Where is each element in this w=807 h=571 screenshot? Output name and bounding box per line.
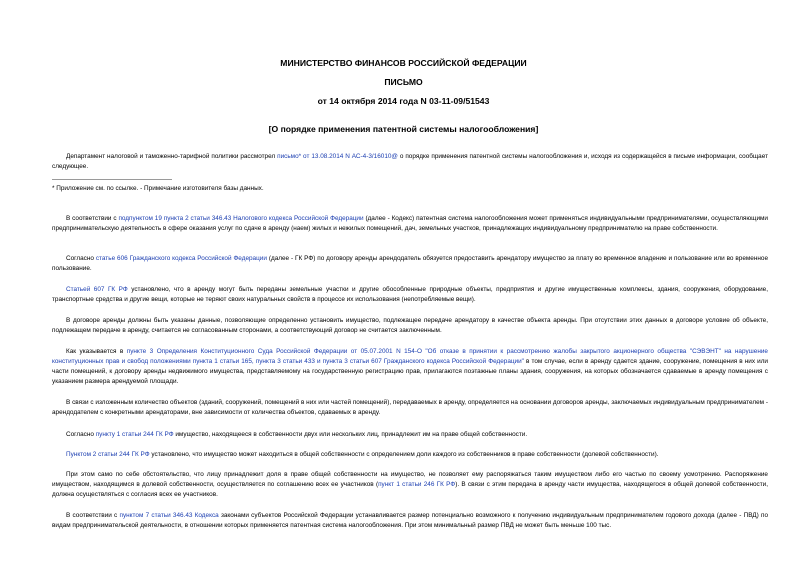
paragraph-text: установлено, что в аренду могут быть переданы земельные участки и другие обособленные природные объекты, предприятия и другие имущественные комплексы, здания, сооружения, оборудование, транспортные средства и другие вещи, которые не теряют своих натуральных свойств в процессе их использования (непотребляемые вещи). <box>52 286 768 303</box>
document-subject: [О порядке применения патентной системы налогообложения] <box>268 124 539 134</box>
civil-code-607-link[interactable]: Статьей 607 ГК РФ <box>66 286 128 293</box>
paragraph-4 <box>52 316 768 336</box>
paragraph-text: в том случае, если в аренду сдается здание, сооружение, помещения в них или части помещений, к договору аренды недвижимого имущества, представляемому на государственную регистрацию прав, прилагаются поэтажные планы здания, сооружения, на которых обозначается сдаваемые в аренду помещения с указанием размера арендуемой площади. <box>52 358 768 385</box>
tax-code-346-43-7-link[interactable]: пунктом 7 статьи 346.43 Кодекса <box>119 512 219 519</box>
paragraph-10 <box>52 511 768 531</box>
footnote-divider <box>52 179 172 180</box>
paragraph-text: Согласно <box>66 431 96 438</box>
paragraph-text: (далее - ГК РФ) по договору аренды арендодатель обязуется предоставить арендатору имущество за плату во временное владение и пользование или во временное пользование. <box>52 255 768 272</box>
paragraph-3 <box>52 285 768 305</box>
footnote: * Приложение см. по ссылке. - Примечание изготовителя базы данных. <box>52 185 264 192</box>
paragraph-9 <box>52 470 768 500</box>
paragraph-text: В соответствии с <box>66 215 119 222</box>
paragraph-text: законами субъектов Российской Федерации устанавливается размер потенциально возможного к получению индивидуальным предпринимателем годового дохода (далее - ПВД) по видам предпринимательской деятельности, в отношении которых применяется патентная система налогообложения. При этом минимальный размер ПВД не может быть меньше 100 тыс. <box>52 512 769 529</box>
paragraph-2 <box>52 254 768 274</box>
paragraph-6 <box>52 398 768 418</box>
paragraph-1 <box>52 214 768 234</box>
civil-code-244-2-link[interactable]: Пунктом 2 статьи 244 ГК РФ <box>66 451 150 458</box>
document-type: ПИСЬМО <box>384 77 423 87</box>
letter-link[interactable]: письмо* от 13.08.2014 N АС-4-3/16010@ <box>277 153 398 160</box>
paragraph-text: Как указывается в <box>66 348 127 355</box>
paragraph-8 <box>52 450 768 460</box>
paragraph-text: В договоре аренды должны быть указаны данные, позволяющие определенно установить имущество, подлежащее передаче арендатору в качестве объекта аренды. При отсутствии этих данных в договоре условие об объекте, подлежащем передаче в аренду, считается не согласованным сторонами, а соответствующий договор не считается заключенным. <box>52 317 768 334</box>
paragraph-text: В связи с изложенным количество объектов (зданий, сооружений, помещений в них или частей помещений), передаваемых в аренду, определяется на основании договоров аренды, заключаемых индивидуальным предпринимателем - арендодателем с конкретными арендаторами, вне зависимости от количества объектов, сдаваемых в аренду. <box>52 399 768 416</box>
paragraph-text: Департамент налоговой и таможенно-тарифной политики рассмотрел <box>66 153 278 160</box>
civil-code-244-1-link[interactable]: пункту 1 статьи 244 ГК РФ <box>95 431 174 438</box>
paragraph-text: имущество, находящееся в собственности двух или нескольких лиц, принадлежит им на праве общей собственности. <box>173 431 528 438</box>
paragraph-intro <box>52 152 768 172</box>
constitutional-court-link[interactable]: пункте 3 Определения Конституционного Суда Российской Федерации от 05.07.2001 N 154-О "Об отказе в принятии к рассмотрению жалобы закрытого акционерного общества "СЭВЭНТ" на нарушение конституционных прав и свобод положениями пункта 1 статьи 165, пункта 3 статьи 433 и пункта 3 статьи 607 Гражданского кодекса Российской Федерации" <box>52 348 768 365</box>
paragraph-text: (далее - Кодекс) патентная система налогообложения может применяться индивидуальными предпринимателями, осуществляющими предпринимательскую деятельность в сфере оказания услуг по сдаче в аренду (наем) жилых и нежилых помещений, дач, земельных участков, принадлежащих индивидуальному предпринимателю на праве собственности. <box>52 215 768 232</box>
document-date-number: от 14 октября 2014 года N 03-11-09/51543 <box>317 96 490 106</box>
paragraph-7 <box>52 430 768 440</box>
ministry-title: МИНИСТЕРСТВО ФИНАНСОВ РОССИЙСКОЙ ФЕДЕРАЦИИ <box>280 58 527 68</box>
paragraph-text: ). В связи с этим передача в аренду части имущества, находящегося в общей долевой собственности, должна осуществляться с согласия всех ее участников. <box>52 481 768 498</box>
civil-code-246-link[interactable]: пункт 1 статьи 246 ГК РФ <box>378 481 456 488</box>
paragraph-5 <box>52 347 768 387</box>
paragraph-text: При этом само по себе обстоятельство, что лицу принадлежит доля в праве общей собственности на имущество, не позволяет ему распоряжаться таким имуществом либо его частью по своему усмотрению. Распоряжение имуществом, находящимся в долевой собственности, осуществляется по соглашению всех ее участников ( <box>52 471 768 488</box>
paragraph-text: В соответствии с <box>66 512 120 519</box>
paragraph-text: установлено, что имущество может находиться в общей собственности с определением доли каждого из собственников в праве собственности (долевой собственности). <box>149 451 659 458</box>
paragraph-text: о порядке применения патентной системы налогообложения и, исходя из содержащейся в письме информации, сообщает следующее. <box>52 153 768 170</box>
tax-code-link[interactable]: подпунктом 19 пункта 2 статьи 346.43 Налогового кодекса Российской Федерации <box>118 215 364 222</box>
paragraph-text: Согласно <box>66 255 96 262</box>
civil-code-606-link[interactable]: статье 606 Гражданского кодекса Российской Федерации <box>95 255 267 262</box>
